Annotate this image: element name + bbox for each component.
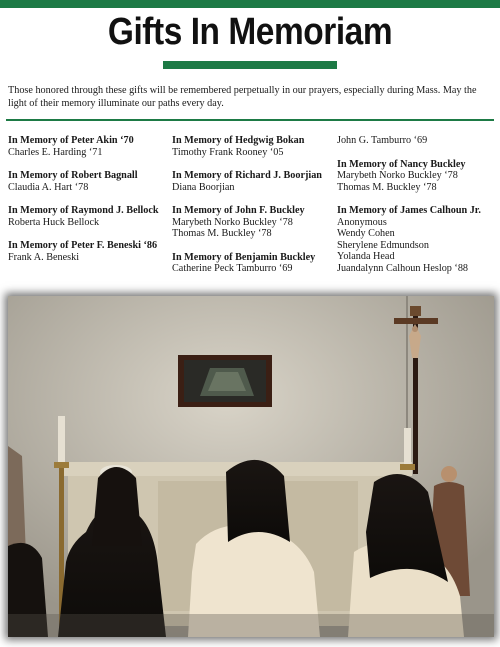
memoriam-heading: In Memory of Peter Akin ‘70 bbox=[8, 135, 134, 146]
chapel-photo-illustration bbox=[8, 296, 494, 637]
memoriam-heading: In Memory of Nancy Buckley bbox=[337, 158, 466, 170]
donor-name: Catherine Peck Tamburro ‘69 bbox=[172, 263, 293, 274]
donor-name: Sherylene Edmundson bbox=[337, 239, 429, 251]
donor-name: Thomas M. Buckley ‘78 bbox=[337, 181, 437, 193]
intro-paragraph: Those honored through these gifts will be remembered perpetually in our prayers, especially during Mass. May the light of their memory illuminate our paths every day. bbox=[8, 85, 477, 109]
memoriam-heading: In Memory of Raymond J. Bellock bbox=[8, 205, 159, 216]
donor-name: Yolanda Head bbox=[337, 251, 395, 262]
donor-name: Timothy Frank Rooney ‘05 bbox=[172, 146, 284, 158]
memoriam-entry bbox=[8, 135, 168, 158]
memoriam-heading: In Memory of Benjamin Buckley bbox=[172, 251, 316, 263]
memoriam-entry bbox=[8, 170, 168, 193]
memoriam-entry bbox=[8, 240, 168, 263]
memoriam-column-1 bbox=[8, 135, 168, 275]
memoriam-heading: In Memory of Richard J. Boorjian bbox=[172, 170, 322, 181]
memoriam-entry bbox=[172, 205, 336, 240]
page-title: Gifts In Memoriam bbox=[107, 11, 393, 53]
section-divider bbox=[6, 119, 494, 121]
memoriam-entry bbox=[172, 135, 336, 158]
donor-name: Marybeth Norko Buckley ‘78 bbox=[172, 216, 293, 228]
donor-name: Frank A. Beneski bbox=[8, 251, 80, 263]
donor-name: Wendy Cohen bbox=[337, 228, 395, 239]
memoriam-entry bbox=[337, 159, 497, 194]
memoriam-heading: In Memory of John F. Buckley bbox=[172, 205, 305, 216]
memoriam-column-2 bbox=[172, 135, 336, 287]
donor-name: Charles E. Harding ‘71 bbox=[8, 146, 103, 158]
memoriam-heading: In Memory of Hedgwig Bokan bbox=[172, 135, 305, 146]
memoriam-entry bbox=[8, 205, 168, 228]
reliquary-frame bbox=[178, 355, 272, 407]
memoriam-entry bbox=[337, 135, 497, 147]
donor-name: Thomas M. Buckley ‘78 bbox=[172, 228, 272, 239]
memoriam-entry bbox=[172, 252, 336, 275]
memoriam-heading: In Memory of James Calhoun Jr. bbox=[337, 205, 481, 216]
donor-name: Diana Boorjian bbox=[172, 181, 235, 193]
donor-name: Anonymous bbox=[337, 216, 387, 228]
chapel-photo bbox=[8, 296, 494, 637]
donor-name: Roberta Huck Bellock bbox=[8, 216, 100, 228]
donor-name: Marybeth Norko Buckley ‘78 bbox=[337, 170, 458, 181]
memoriam-heading: In Memory of Peter F. Beneski ‘86 bbox=[8, 240, 158, 251]
memoriam-entry bbox=[337, 205, 497, 274]
memoriam-heading: In Memory of Robert Bagnall bbox=[8, 170, 138, 181]
donor-name: Claudia A. Hart ‘78 bbox=[8, 181, 89, 193]
memoriam-column-3 bbox=[337, 135, 497, 286]
donor-name: John G. Tamburro ‘69 bbox=[337, 135, 428, 146]
title-underline bbox=[163, 61, 337, 69]
memoriam-entry bbox=[172, 170, 336, 193]
donor-name: Juandalynn Calhoun Heslop ‘88 bbox=[337, 262, 469, 274]
top-accent-bar bbox=[0, 0, 500, 8]
